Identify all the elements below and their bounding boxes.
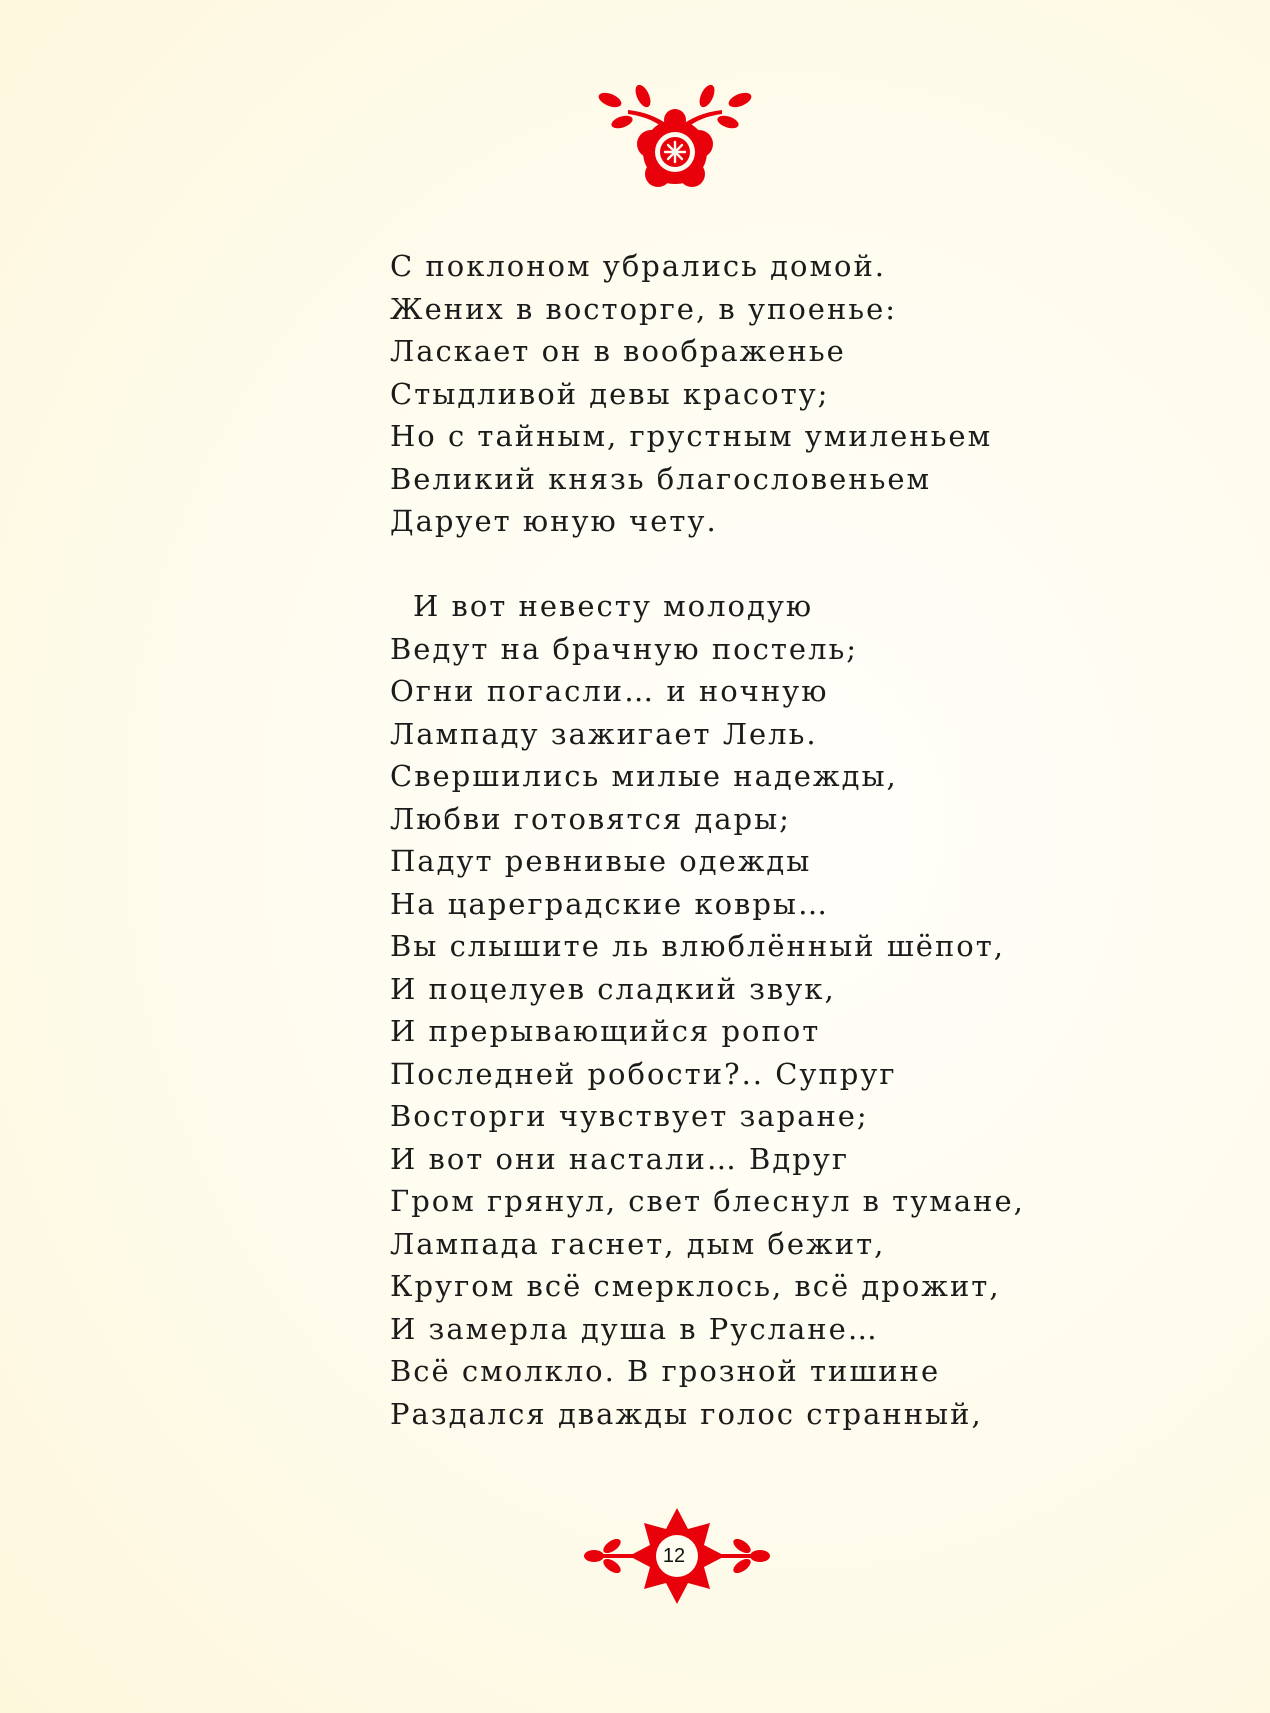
poem-line: Гром грянул, свет блеснул в тумане, <box>390 1184 1025 1218</box>
poem-line: На цареградские ковры… <box>390 886 829 921</box>
poem-line: Любви готовятся дары; <box>390 801 791 836</box>
stanza-2 <box>390 585 1070 1435</box>
poem-line: Ласкает он в воображенье <box>390 334 846 368</box>
poem-line: Падут ревнивые одежды <box>390 844 812 878</box>
poem-line: И поцелуев сладкий звук, <box>390 971 836 1006</box>
poem-line: Кругом всё смерклось, всё дрожит, <box>390 1269 1001 1303</box>
poem-line: Всё смолкло. В грозной тишине <box>390 1354 941 1388</box>
poem-line: И прерывающийся ропот <box>390 1014 821 1048</box>
poem-line: Жених в восторге, в упоенье: <box>390 291 898 326</box>
poem-line: Лампаду зажигает Лель. <box>390 716 818 751</box>
poem-line: Восторги чувствует заране; <box>390 1099 869 1133</box>
poem-line: Вы слышите ль влюблённый шёпот, <box>390 929 1005 963</box>
floral-ornament-icon <box>598 82 752 190</box>
poem-line: Но с тайным, грустным умиленьем <box>390 419 993 453</box>
stanza-1 <box>390 245 1070 543</box>
poem-line: Последней робости?.. Супруг <box>390 1056 897 1091</box>
poem-text <box>390 245 1070 1435</box>
poem-line: И замерла душа в Руслане… <box>390 1311 879 1346</box>
poem-line: Огни погасли… и ночную <box>390 674 829 708</box>
poem-line: Стыдливой девы красоту; <box>390 376 830 411</box>
poem-line: Раздался дважды голос странный, <box>390 1396 983 1431</box>
poem-line: Дарует юную чету. <box>390 504 718 538</box>
poem-line: И вот они настали… Вдруг <box>390 1141 850 1176</box>
page-number: 12 <box>662 1545 686 1567</box>
poem-line: Свершились милые надежды, <box>390 759 898 793</box>
poem-line: Лампада гаснет, дым бежит, <box>390 1226 886 1261</box>
poem-line: Великий князь благословеньем <box>390 461 932 496</box>
poem-line: И вот невесту молодую <box>413 589 814 623</box>
poem-line: С поклоном убрались домой. <box>390 249 887 283</box>
poem-line: Ведут на брачную постель; <box>390 631 859 666</box>
